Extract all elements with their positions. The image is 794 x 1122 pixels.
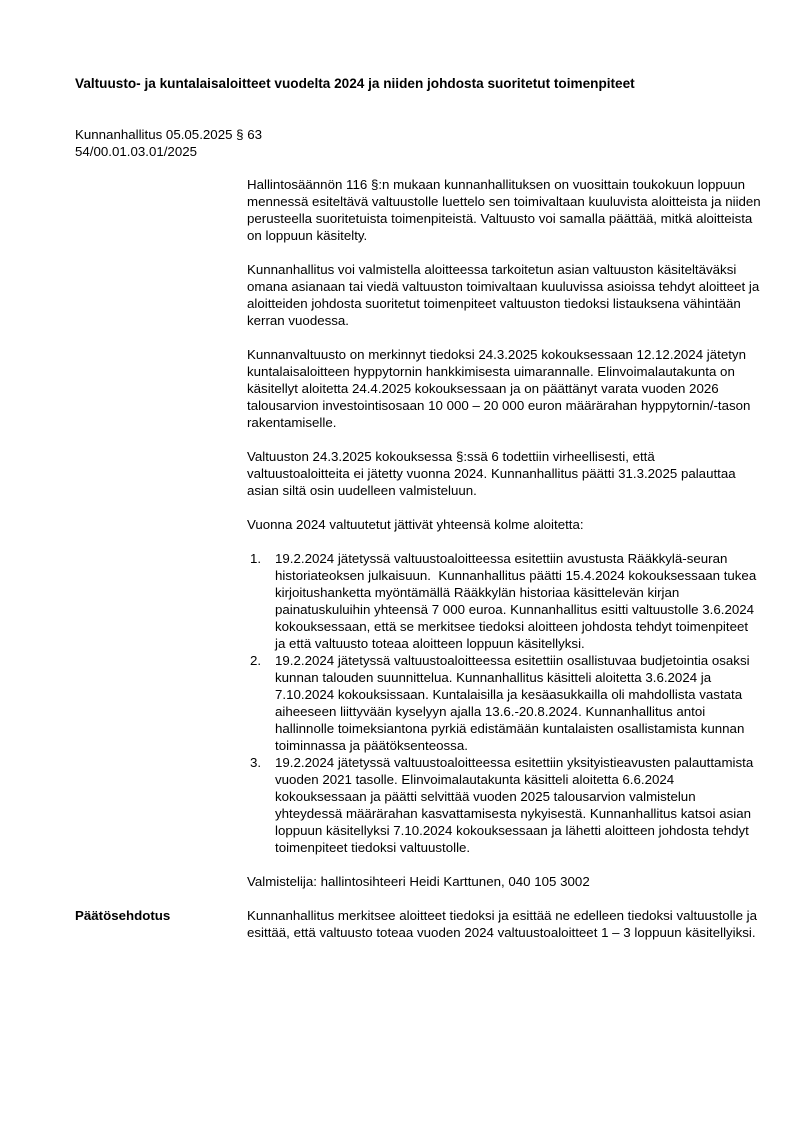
document-meta [75,126,760,160]
initiatives-list [247,550,761,856]
document-title: Valtuusto- ja kuntalaisaloitteet vuodelta 2024 ja niiden johdosta suoritetut toimenpiteet [75,76,635,91]
meta-committee-line: Kunnanhallitus 05.05.2025 § 63 [75,127,263,142]
decision-proposal-label: Päätösehdotus [75,908,171,923]
initiative-item: 19.2.2024 jätetyssä valtuustoaloitteessa esitettiin yksityistieavusten palauttamista vuoden 2021 tasolle. Elinvoimalautakunta käsitteli aloitetta 6.6.2024 kokouksessaan ja päätti selvittää vuoden 2025 talousarvion valmistelun yhteydessä määrärahan kasvattamisesta nykyisestä. Kunnanhallitus katsoi asian loppuun käsitellyksi 7.10.2024 kokouksessaan ja lähetti aloitteen johdosta tehdyt toimenpiteet tiedoksi valtuustolle. [275,755,757,855]
preparer-line: Valmistelija: hallintosihteeri Heidi Karttunen, 040 105 3002 [247,874,590,889]
decision-section [75,907,760,941]
meta-record-number: 54/00.01.03.01/2025 [75,144,198,159]
body-paragraph: Valtuuston 24.3.2025 kokouksessa §:ssä 6 todettiin virheellisesti, että valtuustoaloitteita ei jätetty vuonna 2024. Kunnanhallitus päätti 31.3.2025 palauttaa asian siltä osin uudelleen valmisteluun. [247,449,740,498]
initiative-item: 19.2.2024 jätetyssä valtuustoaloitteessa esitettiin avustusta Rääkkylä-seuran historiateoksen julkaisuun. Kunnanhallitus päätti 15.4.2024 kokouksessaan tukea kirjoitushanketta myöntämällä Rääkkylän historiaa käsittelevän kirjan painatuskuluihin yhteensä 7 000 euroa. Kunnanhallitus esitti valtuustolle 3.6.2024 kokouksessaan, että se merkitsee tiedoksi aloitteen johdosta tehdyt toimenpiteet ja että valtuusto toteaa aloitteen loppuun käsitellyksi. [275,551,760,651]
body-paragraph: Hallintosäännön 116 §:n mukaan kunnanhallituksen on vuosittain toukokuun loppuun mennessä esiteltävä valtuustolle luettelo sen toimivaltaan kuuluvista aloitteista ja niiden perusteella suoritetuista toimenpiteistä. Valtuusto voi samalla päättää, mitkä aloitteista on loppuun käsitelty. [247,177,765,243]
body-paragraph: Kunnanhallitus voi valmistella aloitteessa tarkoitetun asian valtuuston käsiteltäväksi omana asianaan tai viedä valtuuston toimivaltaan kuuluvissa asioissa tehdyt aloitteet ja aloitteiden johdosta suoritetut toimenpiteet valtuuston tiedoksi listauksena vähintään kerran vuodessa. [247,262,763,328]
body-paragraph: Kunnanvaltuusto on merkinnyt tiedoksi 24.3.2025 kokouksessaan 12.12.2024 jätetyn kuntalaisaloitteen hyppytornin hankkimisesta uimarannalle. Elinvoimalautakunta on käsitellyt aloitetta 24.4.2025 kokouksessaan ja on päättänyt varata vuoden 2026 talousarvion investointisosaan 10 000 – 20 000 euron määrärahan hyppytornin/-tason rakentamiselle. [247,347,755,430]
decision-proposal-text: Kunnanhallitus merkitsee aloitteet tiedoksi ja esittää ne edelleen tiedoksi valtuustolle ja esittää, että valtuusto toteaa vuoden 2024 valtuustoaloitteet 1 – 3 loppuun käsitellyiksi. [247,908,761,940]
document-body [247,176,765,890]
initiative-item: 19.2.2024 jätetyssä valtuustoaloitteessa esitettiin osallistuvaa budjetointia osaksi kunnan talouden suunnittelua. Kunnanhallitus käsitteli aloitetta 3.6.2024 ja 7.10.2024 kokouksissaan. Kuntalaisilla ja kesäasukkailla oli mahdollista vastata aiheeseen liittyvään kyselyyn ajalla 13.6.-20.8.2024. Kunnanhallitus antoi hallinnolle toimeksiantona pyrkiä edistämään kuntalaisten osallistamista kunnan toiminnassa ja päätöksenteossa. [275,653,754,753]
body-paragraph: Vuonna 2024 valtuutetut jättivät yhteensä kolme aloitetta: [247,517,584,532]
